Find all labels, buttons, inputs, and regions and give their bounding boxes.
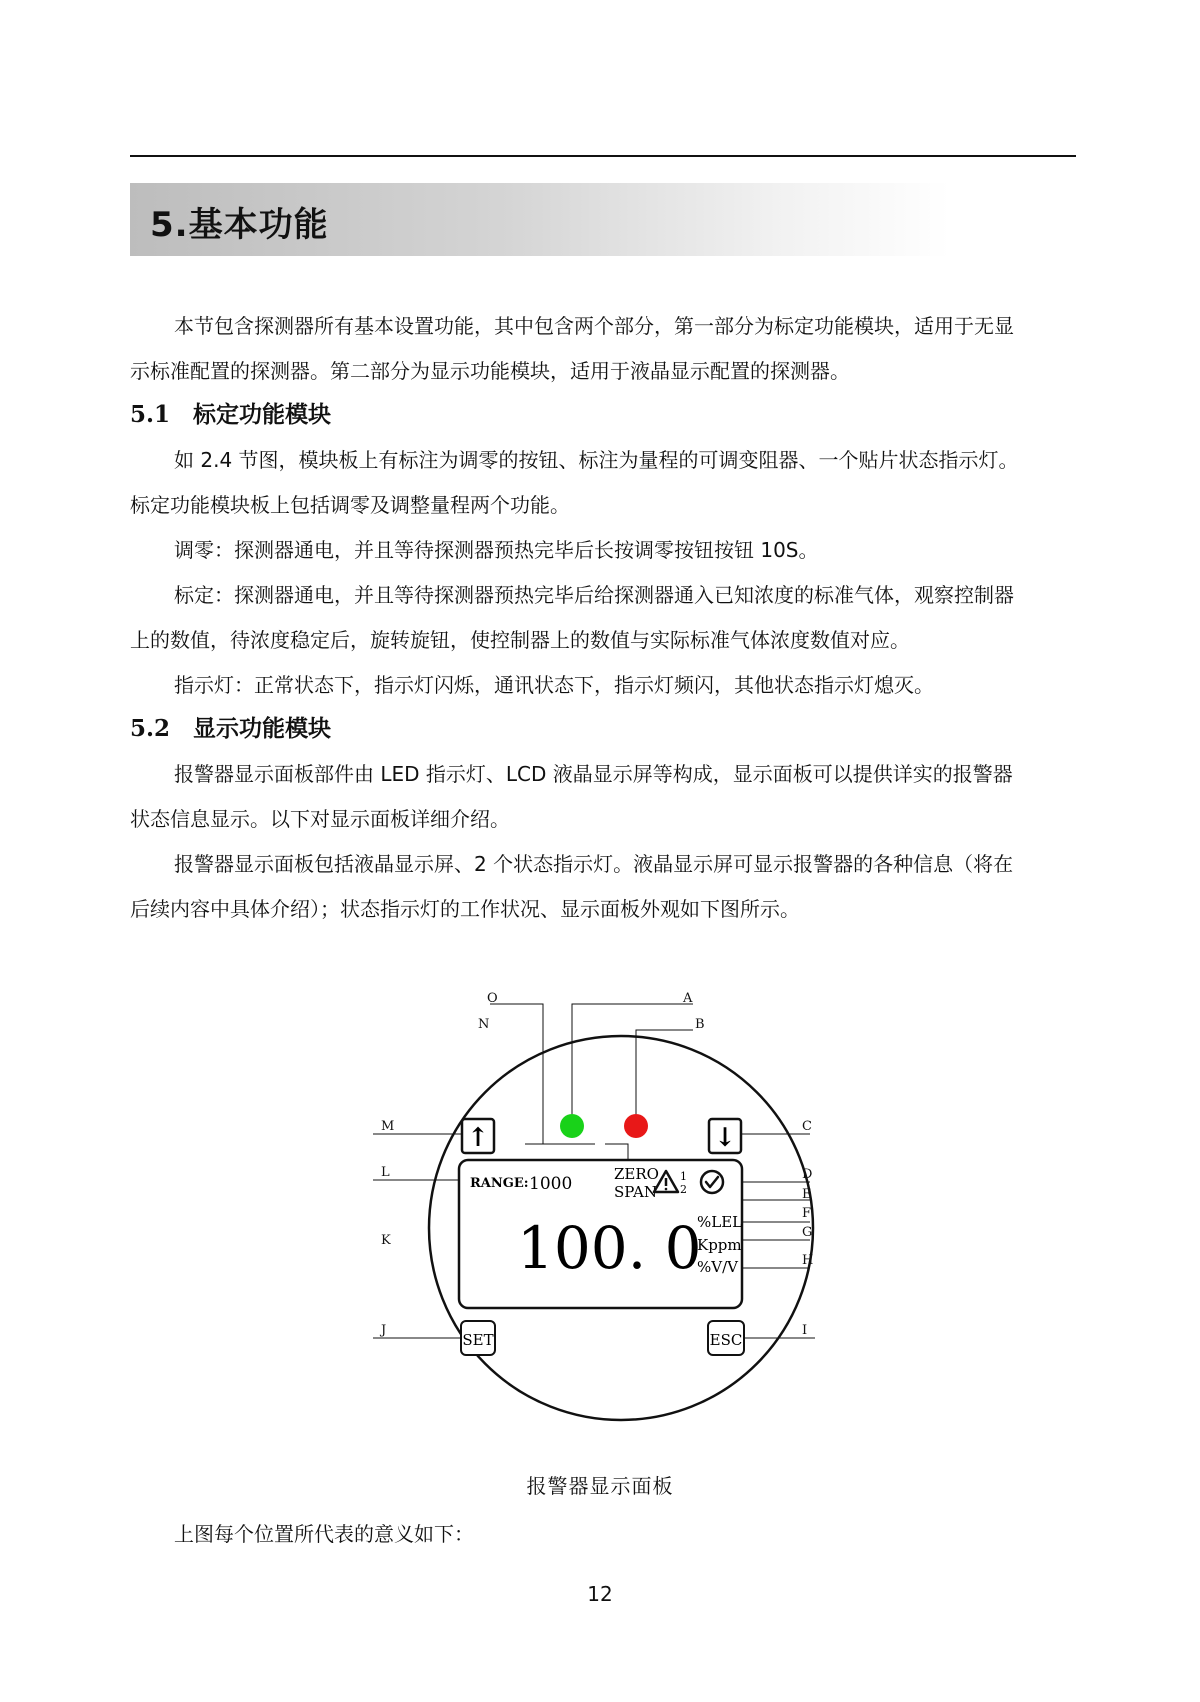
after-figure-paragraph [130,1512,1076,1557]
alarm-level-1: 1 [680,1170,687,1183]
esc-button[interactable] [708,1321,744,1355]
unit-kppm: Kppm [697,1236,742,1254]
intro-paragraph [130,304,1076,394]
alarm-level-2: 2 [680,1183,687,1196]
label-d: D [802,1167,813,1182]
s51-calib-line-1: 标定：探测器通电，并且等待探测器预热完毕后给探测器通入已知浓度的标准气体，观察控制器 [174,583,1014,607]
down-arrow-icon: ↓ [714,1123,736,1153]
check-circle-icon [701,1171,723,1193]
page-number: 12 [587,1582,613,1606]
label-j: J [381,1323,387,1338]
span-label: SPAN [614,1183,657,1201]
figure-caption: 报警器显示面板 [526,1474,674,1498]
up-button[interactable] [462,1119,494,1153]
led-green [560,1114,584,1138]
s52-p1-line-2: 状态信息显示。以下对显示面板详细介绍。 [130,807,510,831]
zero-label: ZERO [614,1165,659,1183]
up-arrow-icon: ↑ [467,1123,489,1153]
s51-p1-line-1: 如 2.4 节图，模块板上有标注为调零的按钮、标注为量程的可调变阻器、一个贴片状态指示灯。 [174,448,1019,472]
label-c: C [802,1119,812,1134]
label-m: M [381,1119,395,1134]
s51-zero-line: 调零：探测器通电，并且等待探测器预热完毕后长按调零按钮按钮 10S。 [174,538,819,562]
label-h: H [802,1253,814,1268]
label-b: B [695,1017,705,1032]
s51-indicator-line: 指示灯：正常状态下，指示灯闪烁，通讯状态下，指示灯频闪，其他状态指示灯熄灭。 [174,673,934,697]
label-i: I [802,1323,808,1338]
label-f: F [802,1206,812,1221]
s51-p1-line-2: 标定功能模块板上包括调零及调整量程两个功能。 [130,493,570,517]
intro-line-2: 示标准配置的探测器。第二部分为显示功能模块，适用于液晶显示配置的探测器。 [130,359,850,383]
s52-p2-line-1: 报警器显示面板包括液晶显示屏、2 个状态指示灯。液晶显示屏可显示报警器的各种信息（将在 [174,852,1014,876]
label-g: G [802,1225,813,1240]
subsection-5-2-title: 5.2 显示功能模块 [130,715,332,742]
range-label: RANGE: [470,1176,529,1191]
led-red [624,1114,648,1138]
section-5-1-paragraph-1 [130,438,1076,708]
header-rule [130,155,1076,157]
range-value: 1000 [529,1174,573,1194]
section-heading: 5.基本功能 [150,205,329,245]
unit-lel: %LEL [697,1213,743,1231]
label-a: A [683,991,693,1006]
section-5-2-paragraphs [130,752,1076,932]
s51-calib-line-2: 上的数值，待浓度稳定后，旋转旋钮，使控制器上的数值与实际标准气体浓度数值对应。 [130,628,910,652]
s52-p1-line-1: 报警器显示面板部件由 LED 指示灯、LCD 液晶显示屏等构成，显示面板可以提供详实的报警器 [174,762,1013,786]
gas-reading: 100. 0 [517,1214,702,1282]
unit-vv: %V/V [697,1258,738,1276]
label-n: N [478,1017,490,1032]
display-panel-figure [340,975,860,1435]
set-button[interactable] [461,1321,495,1355]
s52-p2-line-2: 后续内容中具体介绍）；状态指示灯的工作状况、显示面板外观如下图所示。 [130,897,800,921]
subsection-5-1-title: 5.1 标定功能模块 [130,401,332,428]
label-l: L [381,1165,390,1180]
down-button[interactable] [709,1119,741,1153]
esc-button-label: ESC [709,1331,743,1349]
intro-line-1: 本节包含探测器所有基本设置功能，其中包含两个部分，第一部分为标定功能模块，适用于无显 [174,314,1014,338]
section-heading-band [130,183,950,256]
label-o: O [487,991,498,1006]
set-button-label: SET [462,1331,494,1349]
label-k: K [381,1233,391,1248]
callout-labels [379,991,813,1338]
label-e: E [802,1187,812,1202]
after-figure-line: 上图每个位置所代表的意义如下： [174,1522,474,1546]
